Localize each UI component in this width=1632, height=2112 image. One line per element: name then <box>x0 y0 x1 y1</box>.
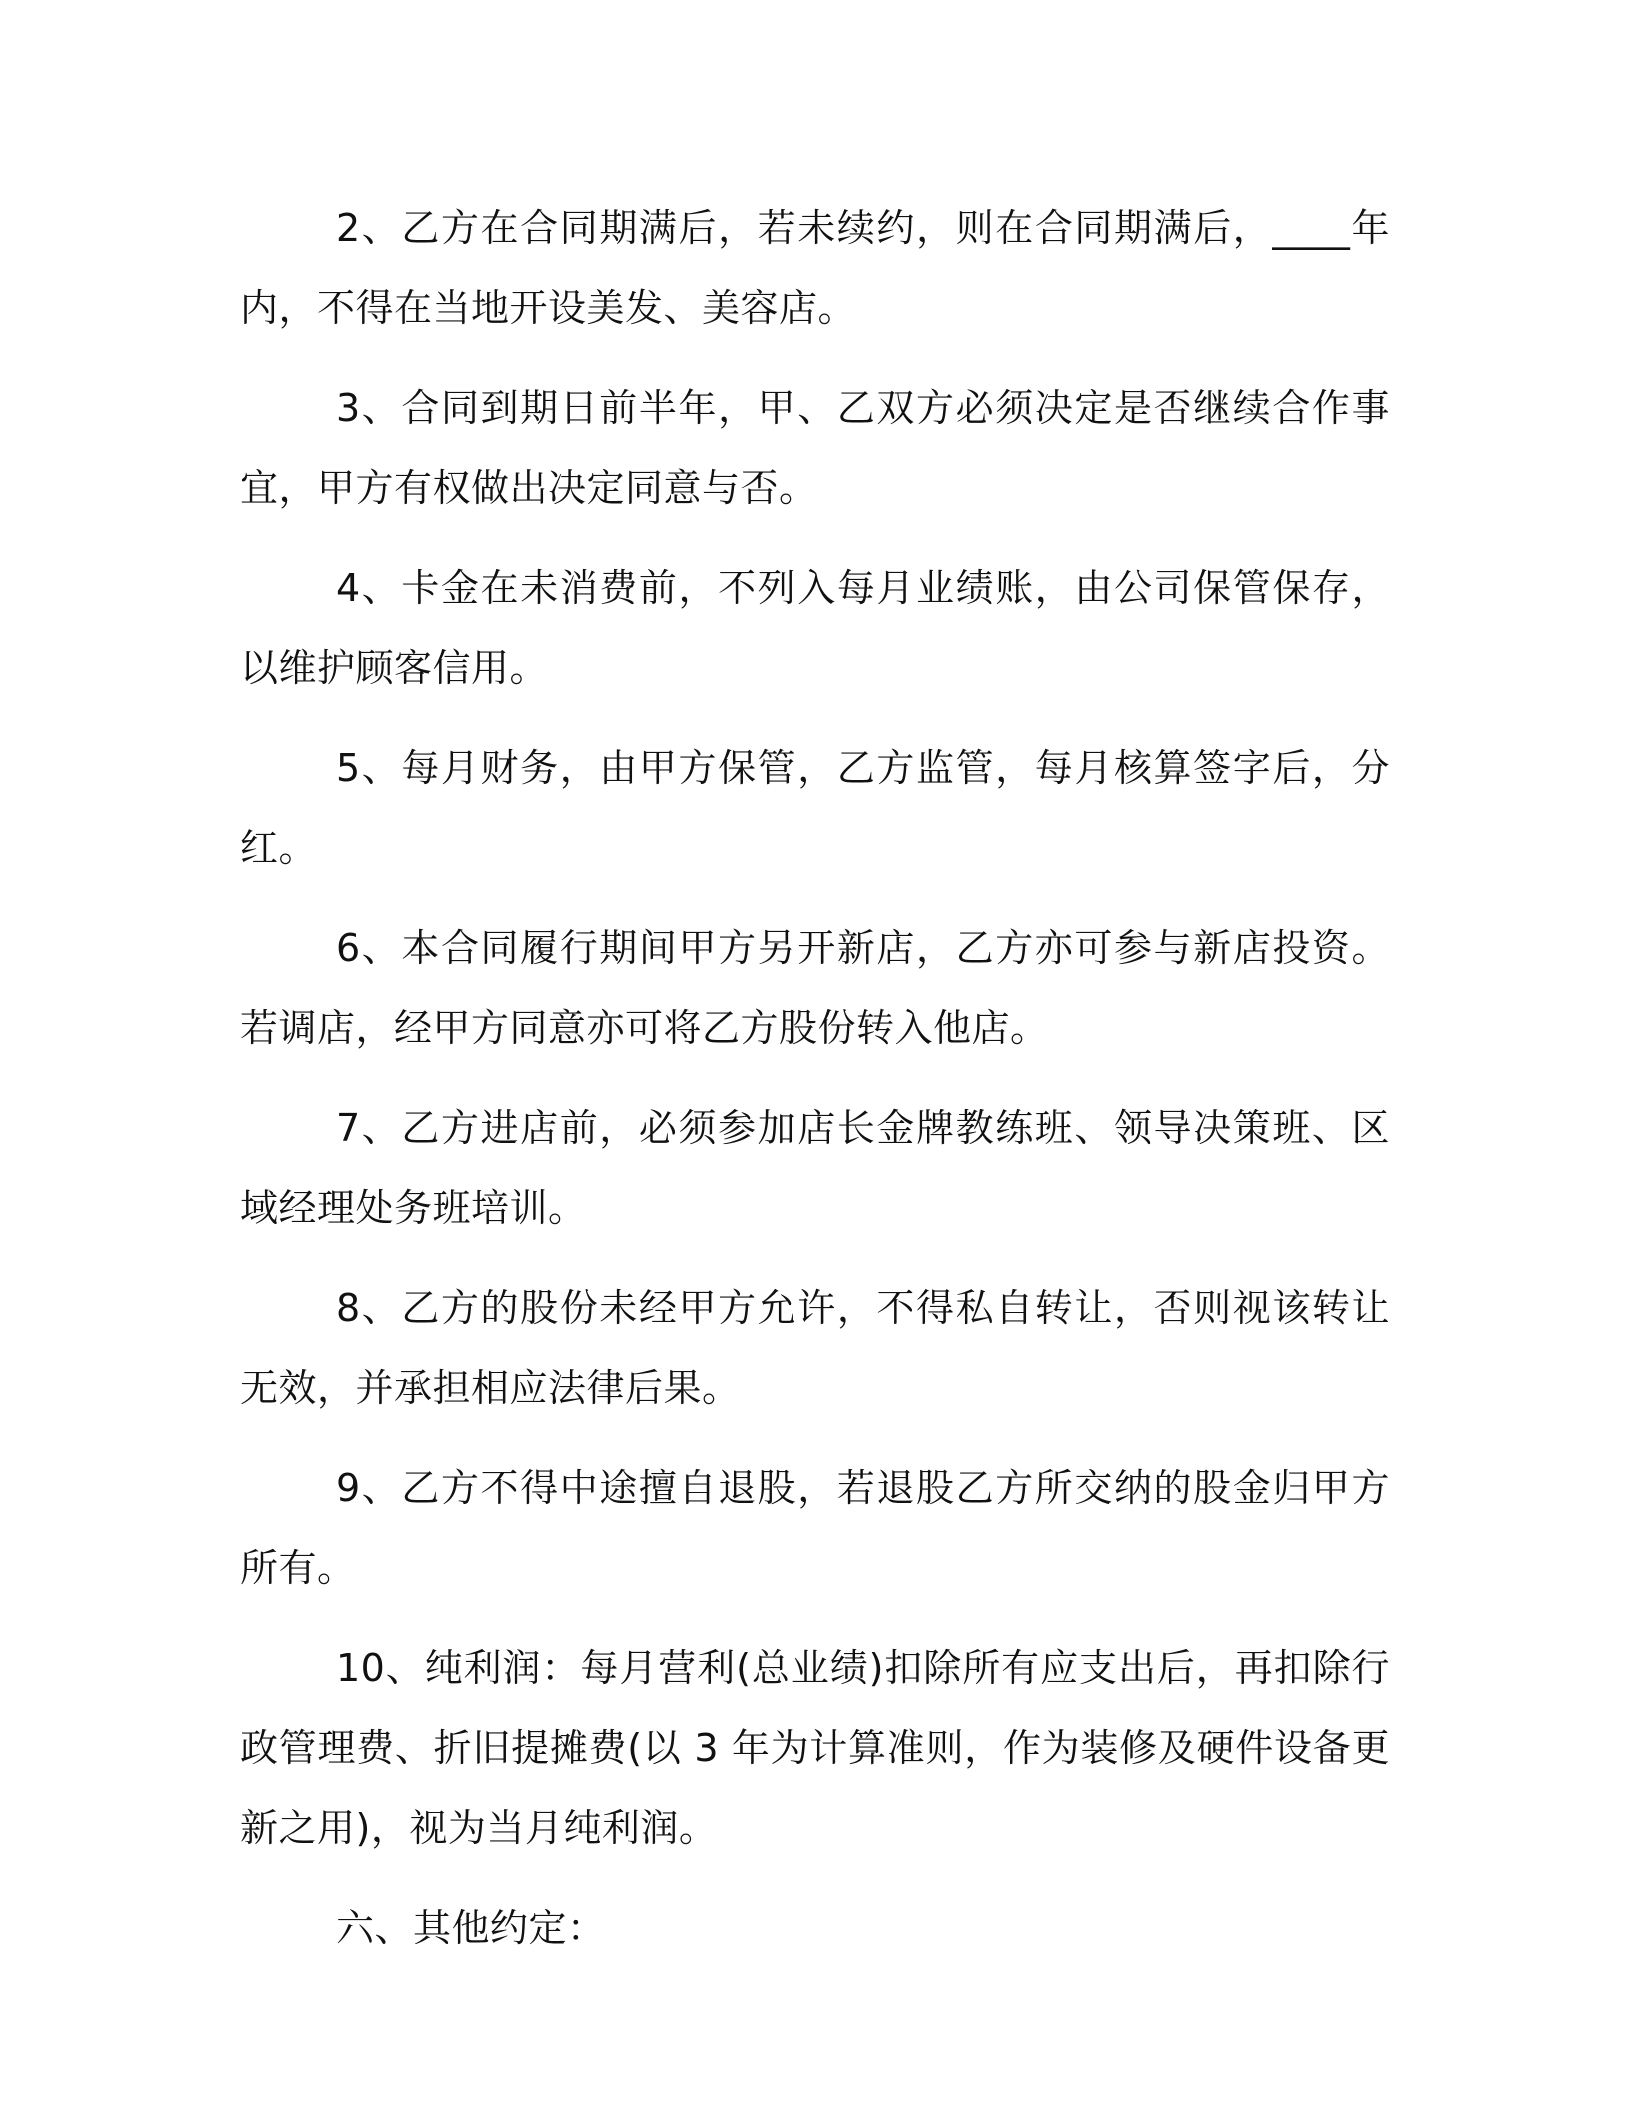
document-body <box>240 188 1390 1988</box>
clause-10: 10、纯利润：每月营利(总业绩)扣除所有应支出后，再扣除行政管理费、折旧提摊费(以 3 年为计算准则，作为装修及硬件设备更新之用)，视为当月纯利润。 <box>240 1646 1390 1850</box>
clause-3: 3、合同到期日前半年，甲、乙双方必须决定是否继续合作事宜，甲方有权做出决定同意与否。 <box>240 386 1390 510</box>
clause-2: 2、乙方在合同期满后，若未续约，则在合同期满后，____年内，不得在当地开设美发、美容店。 <box>240 206 1390 330</box>
clause-7: 7、乙方进店前，必须参加店长金牌教练班、领导决策班、区域经理处务班培训。 <box>240 1106 1390 1230</box>
clause-8: 8、乙方的股份未经甲方允许，不得私自转让，否则视该转让无效，并承担相应法律后果。 <box>240 1286 1390 1410</box>
clause-6: 6、本合同履行期间甲方另开新店，乙方亦可参与新店投资。若调店，经甲方同意亦可将乙方股份转入他店。 <box>240 926 1390 1050</box>
clause-5: 5、每月财务，由甲方保管，乙方监管，每月核算签字后，分红。 <box>240 746 1390 870</box>
clause-9: 9、乙方不得中途擅自退股，若退股乙方所交纳的股金归甲方所有。 <box>240 1466 1390 1590</box>
section-heading-other-terms: 六、其他约定： <box>336 1906 606 1950</box>
clause-4: 4、卡金在未消费前，不列入每月业绩账，由公司保管保存，以维护顾客信用。 <box>240 566 1390 690</box>
